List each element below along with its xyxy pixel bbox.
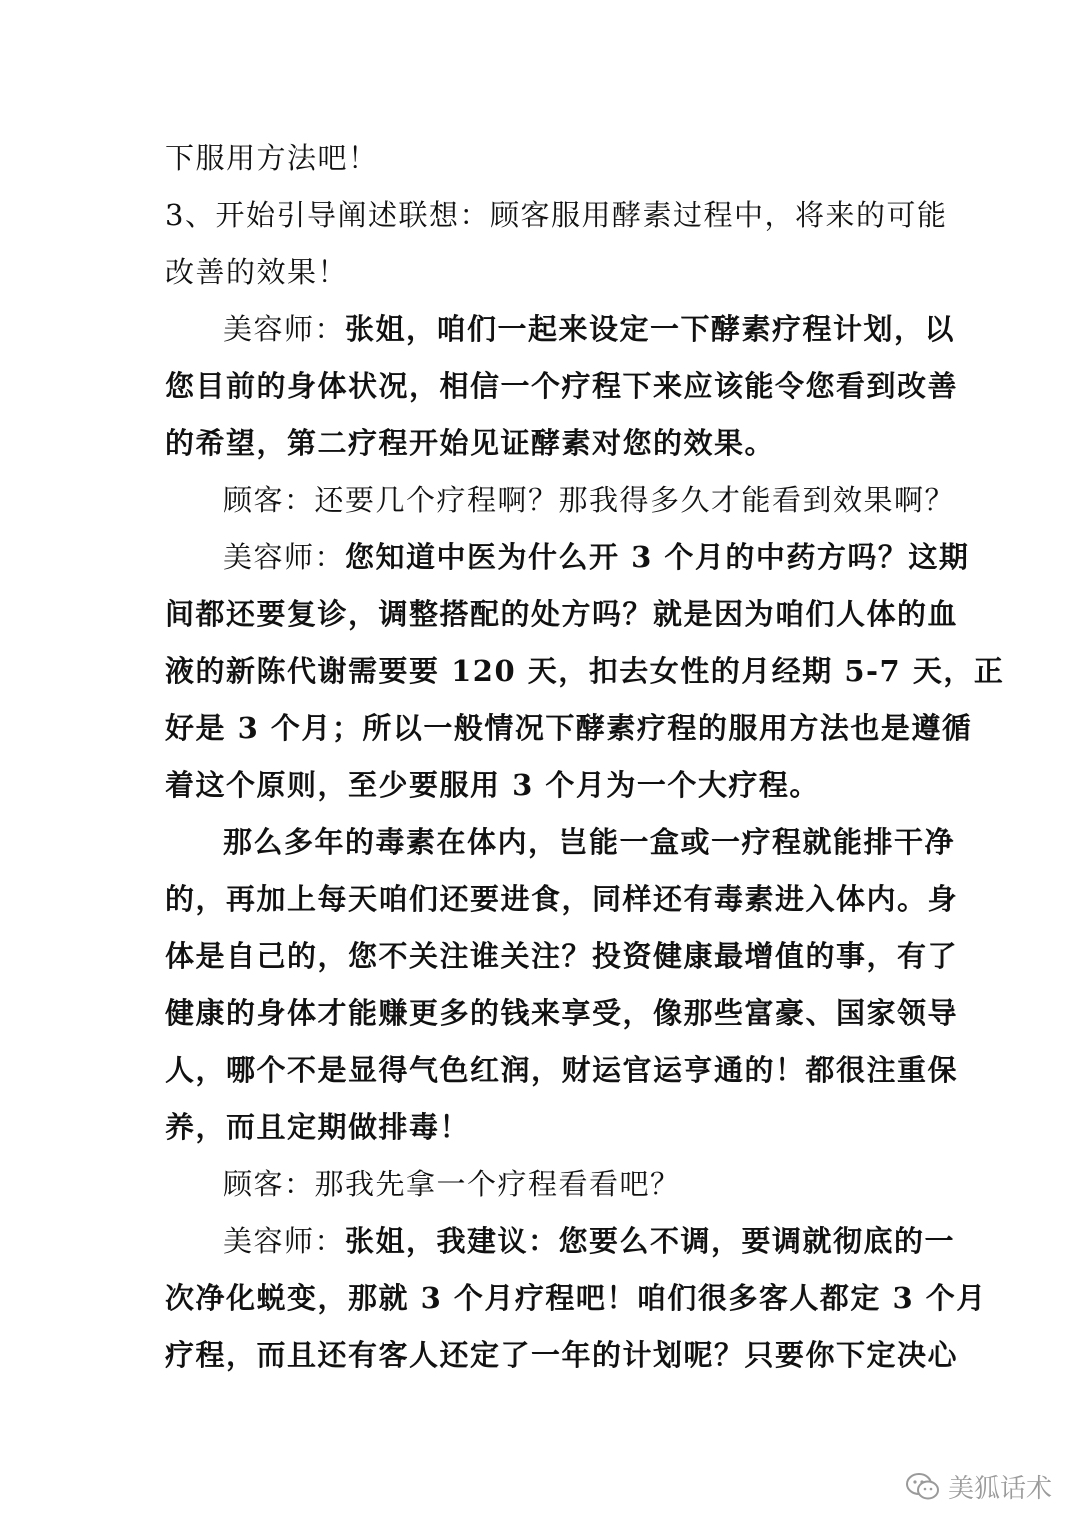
dialogue-text: 您目前的身体状况，相信一个疗程下来应该能令您看到改善 xyxy=(165,369,959,403)
dialogue-text: 疗程，而且还有客人还定了一年的计划呢？只要你下定决心 xyxy=(165,1338,959,1372)
watermark-text: 美狐话术 xyxy=(947,1474,1052,1504)
speaker-label: 美容师： xyxy=(223,540,346,574)
text-line: 下服用方法吧！ xyxy=(165,141,379,175)
dialogue-text: 间都还要复诊，调整搭配的处方吗？就是因为咱们人体的血 xyxy=(165,597,959,631)
dialogue-text: 次净化蜕变，那就 3 个月疗程吧！咱们很多客人都定 3 个月 xyxy=(165,1281,987,1315)
speaker-label: 美容师： xyxy=(223,1224,346,1258)
document-body xyxy=(165,130,1005,1384)
watermark xyxy=(906,1468,1052,1505)
section-heading-continued: 改善的效果！ xyxy=(165,255,349,289)
paragraph-line: 健康的身体才能赚更多的钱来享受，像那些富豪、国家领导 xyxy=(165,996,959,1030)
speaker-label: 美容师： xyxy=(223,312,346,346)
dialogue-text: 的希望，第二疗程开始见证酵素对您的效果。 xyxy=(165,426,776,460)
dialogue-beautician-1 xyxy=(165,301,956,358)
section-heading: 3、开始引导阐述联想：顾客服用酵素过程中，将来的可能 xyxy=(165,198,948,232)
paragraph-line: 人，哪个不是显得气色红润，财运官运亨通的！都很注重保 xyxy=(165,1053,959,1087)
paragraph-line: 体是自己的，您不关注谁关注？投资健康最增值的事，有了 xyxy=(165,939,959,973)
dialogue-text: 液的新陈代谢需要要 120 天，扣去女性的月经期 5-7 天，正 xyxy=(165,654,1005,688)
dialogue-beautician-3 xyxy=(165,1213,956,1270)
dialogue-text: 好是 3 个月；所以一般情况下酵素疗程的服用方法也是遵循 xyxy=(165,711,973,745)
dialogue-customer-2: 顾客：那我先拿一个疗程看看吧？ xyxy=(223,1167,681,1201)
dialogue-text: 着这个原则，至少要服用 3 个月为一个大疗程。 xyxy=(165,768,820,802)
dialogue-customer-1: 顾客：还要几个疗程啊？那我得多久才能看到效果啊？ xyxy=(223,483,956,517)
dialogue-text: 张姐，咱们一起来设定一下酵素疗程计划，以 xyxy=(345,312,956,346)
paragraph-line: 的，再加上每天咱们还要进食，同样还有毒素进入体内。身 xyxy=(165,882,959,916)
wechat-icon xyxy=(906,1472,940,1502)
paragraph-line: 那么多年的毒素在体内，岂能一盒或一疗程就能排干净 xyxy=(223,825,956,859)
dialogue-text: 张姐，我建议：您要么不调，要调就彻底的一 xyxy=(345,1224,956,1258)
dialogue-text: 您知道中医为什么开 3 个月的中药方吗？这期 xyxy=(345,540,970,574)
paragraph-line: 养，而且定期做排毒！ xyxy=(165,1110,471,1144)
dialogue-beautician-2 xyxy=(165,529,970,586)
